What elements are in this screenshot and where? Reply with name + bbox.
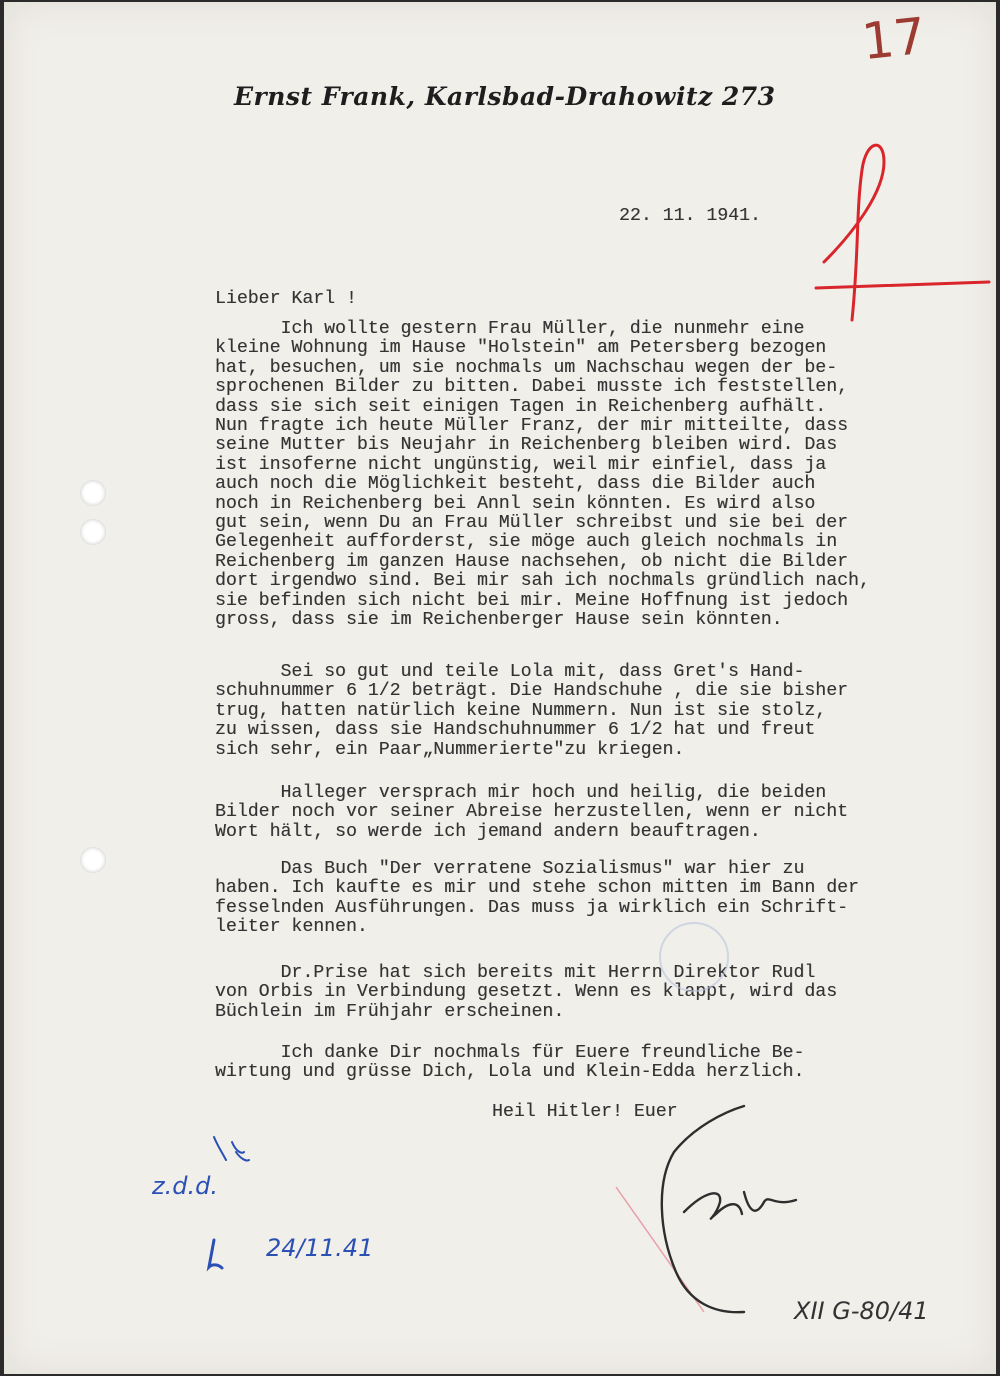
letter-page	[4, 2, 996, 1374]
blue-note-date: 24/11.41	[266, 1234, 374, 1262]
letter-date: 22. 11. 1941.	[619, 206, 761, 226]
signature	[662, 1106, 796, 1312]
page-number-annotation: 17	[859, 6, 929, 72]
greeting: Lieber Karl !	[215, 289, 357, 309]
red-pencil-mark	[816, 145, 989, 320]
body-paragraph-4: Das Buch "Der verratene Sozialismus" war hier zu haben. Ich kaufte es mir und stehe schon mitten im Bann der fesselnden Ausführungen. Das muss ja wirklich ein Schrift- leiter kennen.	[215, 859, 859, 938]
body-paragraph-6: Ich danke Dir nochmals für Euere freundliche Be- wirtung und grüsse Dich, Lola und Klein-Edda herzlich.	[215, 1043, 805, 1083]
blue-initial-mark	[209, 1240, 222, 1268]
punch-hole-middle	[80, 519, 106, 545]
punch-hole-bottom	[80, 847, 106, 873]
letterhead: Ernst Frank, Karlsbad-Drahowitz 273	[234, 82, 776, 111]
archive-number: XII G-80/41	[794, 1297, 929, 1325]
body-paragraph-5: Dr.Prise hat sich bereits mit Herrn Direktor Rudl von Orbis in Verbindung gesetzt. Wenn es klappt, wird das Büchlein im Frühjahr erscheinen.	[215, 963, 838, 1022]
body-paragraph-3: Halleger versprach mir hoch und heilig, die beiden Bilder noch vor seiner Abreise herzustellen, wenn er nicht Wort hält, so werde ich jemand andern beauftragen.	[215, 783, 849, 842]
red-faint-line	[616, 1187, 704, 1312]
blue-check-mark	[214, 1137, 249, 1161]
body-paragraph-1: Ich wollte gestern Frau Müller, die nunmehr eine kleine Wohnung im Hause "Holstein" am Petersberg bezogen hat, besuchen, um sie nochmals um Nachschau wegen der be- sprochenen Bilder zu bitten. Dabei musste ich feststellen, dass sie sich seit einigen Tagen in Reichenberg aufhält. Nun fragte ich heute Müller Franz, der mir mitteilte, dass seine Mutter bis Neujahr in Reichenberg bleiben wird. Das ist insoferne nicht ungünstig, weil mir einfiel, dass ja auch noch die Möglichkeit besteht, dass die Bilder auch noch in Reichenberg bei Annl sein könnten. Es wird also gut sein, wenn Du an Frau Müller schreibst und sie bei der Gelegenheit aufforderst, sie möge auch gleich nochmals in Reichenberg im ganzen Hause nachsehen, ob nicht die Bilder dort irgendwo sind. Bei mir sah ich nochmals gründlich nach, sie befinden sich nicht bei mir. Meine Hoffnung ist jedoch gross, dass sie im Reichenberger Hause sein könnten.	[215, 319, 870, 631]
blue-note-zdd: z.d.d.	[152, 1172, 218, 1200]
punch-hole-top	[80, 480, 106, 506]
closing-salutation: Heil Hitler! Euer	[492, 1102, 678, 1122]
body-paragraph-2: Sei so gut und teile Lola mit, dass Gret's Hand- schuhnummer 6 1/2 beträgt. Die Handschuhe , die sie bisher trug, hatten natürlich keine Nummern. Nun ist sie stolz, zu wissen, dass sie Handschuhnummer 6 1/2 hat und freut sich sehr, ein Paar„Nummerierte"zu kriegen.	[215, 662, 849, 760]
